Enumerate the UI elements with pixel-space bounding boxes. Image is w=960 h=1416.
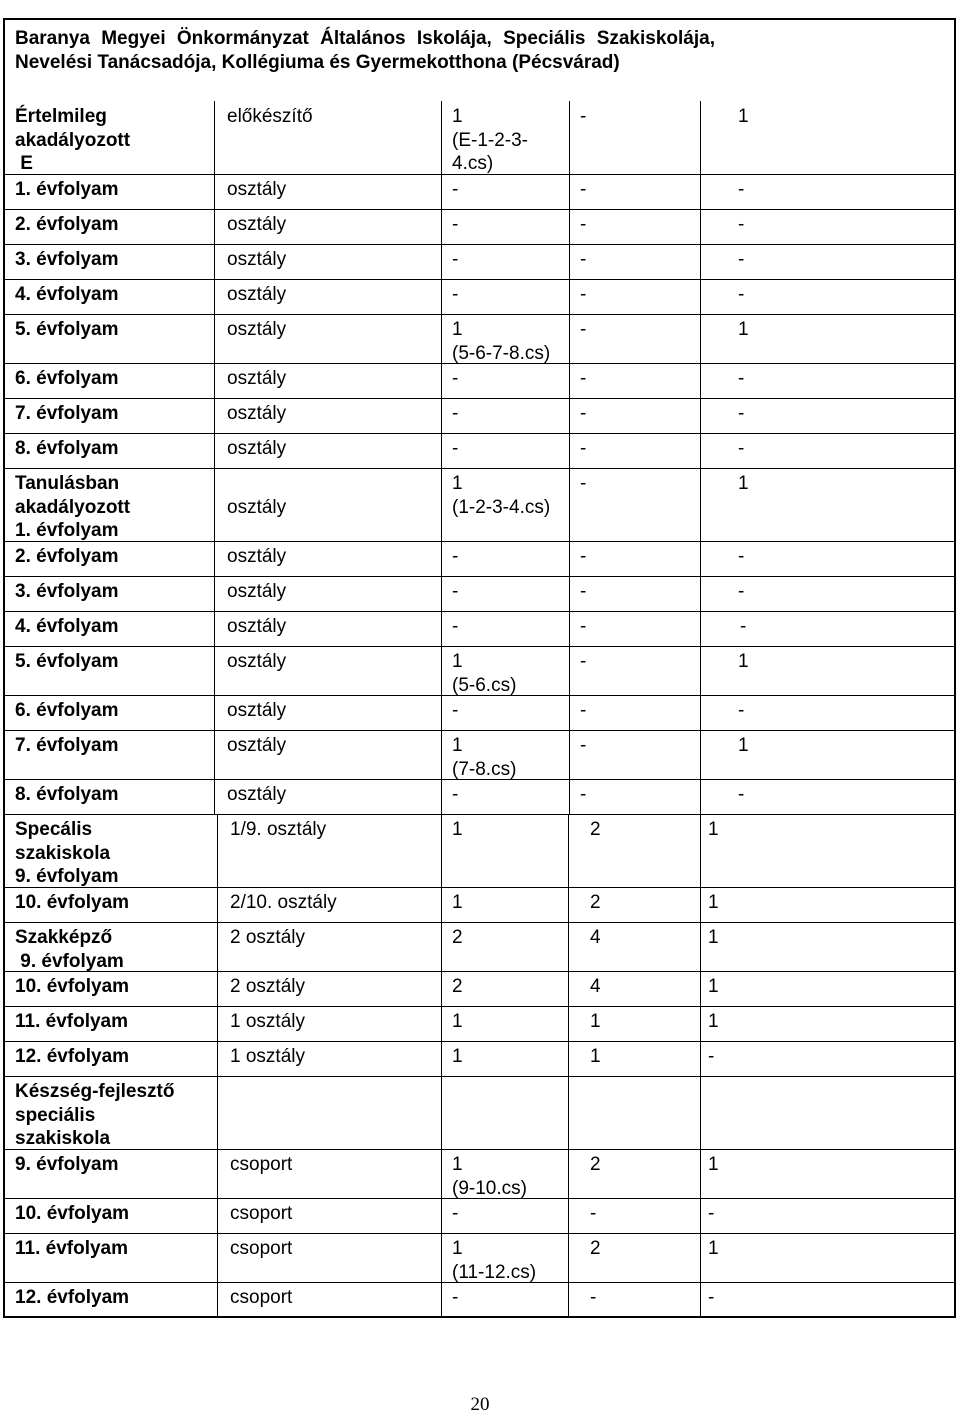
table-cell: csoport [230,1203,293,1224]
table-cell: osztály [227,214,287,235]
table-cell: osztály [227,581,287,602]
table-cell: - [580,106,587,127]
row-divider [3,314,956,315]
table-cell: 1 (9-10.cs) [452,1154,527,1199]
table-cell: osztály [227,546,287,567]
table-cell: - [738,581,745,602]
page-number: 20 [470,1394,490,1415]
row-divider [3,1006,956,1007]
row-label: 7. évfolyam [15,403,119,424]
table-cell: osztály [227,651,287,672]
table-cell: 1 [738,473,749,494]
row-label: 4. évfolyam [15,284,119,305]
table-cell: 1 osztály [230,1046,305,1067]
table-cell: 1 [708,1011,719,1032]
row-label: 11. évfolyam [15,1011,129,1032]
table-cell: - [580,249,587,270]
table-cell: 1 [738,735,749,756]
table-cell: - [580,438,587,459]
column-divider [441,814,442,1318]
table-cell: 1 [738,319,749,340]
row-label: 5. évfolyam [15,319,119,340]
table-cell: - [738,546,745,567]
row-divider [3,814,956,815]
table-cell: - [452,284,459,305]
table-cell: osztály [227,438,287,459]
table-cell: osztály [227,496,287,518]
row-label: Tanulásban akadályozott 1. évfolyam [15,473,131,541]
table-cell: - [738,179,745,200]
row-label: 4. évfolyam [15,616,119,637]
table-cell: 1 [708,927,719,948]
table-cell: osztály [227,735,287,756]
table-cell: csoport [230,1238,293,1259]
table-cell: 2 [590,1238,601,1259]
table-cell: - [580,214,587,235]
table-cell: - [580,546,587,567]
table-cell: 4 [590,976,601,997]
table-cell: osztály [227,700,287,721]
row-divider [3,1076,956,1077]
table-cell: 1 [708,1238,719,1259]
row-divider [3,611,956,612]
row-label: 2. évfolyam [15,214,119,235]
table-cell: - [738,700,745,721]
table-cell: 1 (7-8.cs) [452,735,517,780]
row-label: 6. évfolyam [15,368,119,389]
table-cell: osztály [227,616,287,637]
column-divider [700,814,701,1318]
table-cell: csoport [230,1154,293,1175]
table-cell: - [452,1203,459,1224]
row-divider [3,730,956,731]
table-cell: - [580,403,587,424]
table-cell: előkészítő [227,106,313,127]
table-cell: - [580,319,587,340]
table-cell: - [580,784,587,805]
row-label: 12. évfolyam [15,1046,130,1067]
row-label: Értelmileg akadályozott E [15,106,131,174]
table-cell: - [738,438,745,459]
row-divider [3,887,956,888]
table-cell: 2 [452,927,463,948]
table-cell: - [452,368,459,389]
table-cell: 2 osztály [230,927,305,948]
table-cell: - [590,1287,597,1308]
table-cell: 2 [590,819,601,840]
table-cell: 1 [452,892,463,913]
table-cell: - [738,403,745,424]
table-cell: - [580,700,587,721]
row-divider [3,541,956,542]
table-cell: - [452,214,459,235]
row-divider [3,922,956,923]
table-cell: osztály [227,403,287,424]
table-cell: 1 (5-6-7-8.cs) [452,319,551,364]
table-cell: - [580,473,587,494]
table-cell: - [738,214,745,235]
row-divider [3,468,956,469]
table-cell: - [452,403,459,424]
table-cell: - [452,581,459,602]
table-cell: 2/10. osztály [230,892,337,913]
table-cell: - [452,784,459,805]
column-divider [568,814,569,1318]
table-cell: 1 [708,1154,719,1175]
row-label: 8. évfolyam [15,784,119,805]
row-divider [3,209,956,210]
column-divider [441,101,442,814]
table-cell: - [452,179,459,200]
table-cell: - [590,1203,597,1224]
table-cell: 1 [738,106,749,127]
table-cell: - [452,616,459,637]
table-cell: 1 (1-2-3-4.cs) [452,473,551,518]
column-divider [217,814,218,1318]
table-cell: 1 [452,819,463,840]
page-title: Baranya Megyei Önkormányzat Általános Iskolája, Speciális Szakiskolája, Nevelési Tanácsadója, Kollégiuma és Gyermekotthona (Pécsvárad) [15,28,715,73]
row-divider [3,1041,956,1042]
table-cell: 1/9. osztály [230,819,327,840]
table-cell: osztály [227,179,287,200]
row-label: 9. évfolyam [15,1154,119,1175]
table-cell: - [452,1287,459,1308]
table-cell: - [580,368,587,389]
table-cell: 1 [738,651,749,672]
table-cell: osztály [227,249,287,270]
table-cell: - [738,368,745,389]
table-cell: - [580,581,587,602]
row-label: 12. évfolyam [15,1287,130,1308]
row-divider [3,971,956,972]
table-cell: 1 [452,1011,463,1032]
table-cell: - [740,616,747,637]
table-cell: 1 (11-12.cs) [452,1238,537,1283]
table-cell: 1 [590,1046,601,1067]
table-cell: osztály [227,784,287,805]
row-divider [3,576,956,577]
table-cell: - [452,249,459,270]
table-cell: 1 [590,1011,601,1032]
table-cell: - [738,784,745,805]
table-cell: - [708,1046,715,1067]
table-cell: - [580,651,587,672]
table-cell: - [452,700,459,721]
row-divider [3,244,956,245]
table-cell: osztály [227,319,287,340]
row-label: Specális szakiskola 9. évfolyam [15,819,119,887]
table-cell: csoport [230,1287,293,1308]
table-cell: - [580,616,587,637]
row-label: 10. évfolyam [15,976,130,997]
table-cell: 1 [452,1046,463,1067]
table-cell: - [452,438,459,459]
row-label: 3. évfolyam [15,249,119,270]
table-cell: 1 (E-1-2-3- 4.cs) [452,106,529,174]
table-cell: osztály [227,368,287,389]
table-cell: 1 [708,976,719,997]
table-cell: 2 [590,892,601,913]
table-cell: 1 [708,819,719,840]
row-label: 5. évfolyam [15,651,119,672]
table-cell: - [738,249,745,270]
row-label: 10. évfolyam [15,892,130,913]
row-divider [3,646,956,647]
row-label: 1. évfolyam [15,179,119,200]
table-cell: 2 [590,1154,601,1175]
row-label: 8. évfolyam [15,438,119,459]
table-cell: 1 (5-6.cs) [452,651,517,696]
table-cell: - [708,1203,715,1224]
column-divider [569,101,570,814]
column-divider [700,101,701,814]
table-cell: - [580,735,587,756]
table-cell: osztály [227,284,287,305]
table-cell: - [580,179,587,200]
column-divider [214,101,215,814]
row-divider [3,398,956,399]
table-cell: 2 [452,976,463,997]
row-label: Készség-fejlesztő speciális szakiskola [15,1081,175,1149]
row-label: 3. évfolyam [15,581,119,602]
table-cell: - [580,284,587,305]
table-cell: 1 [708,892,719,913]
row-divider [3,433,956,434]
table-cell: - [452,546,459,567]
table-cell: - [708,1287,715,1308]
row-label: 11. évfolyam [15,1238,129,1259]
table-cell: - [738,284,745,305]
table-cell: 4 [590,927,601,948]
row-divider [3,1233,956,1234]
row-label: 6. évfolyam [15,700,119,721]
row-label: 10. évfolyam [15,1203,130,1224]
row-label: Szakképző 9. évfolyam [15,927,124,972]
row-label: 7. évfolyam [15,735,119,756]
row-label: 2. évfolyam [15,546,119,567]
table-cell: 1 osztály [230,1011,305,1032]
table-cell: 2 osztály [230,976,305,997]
row-divider [3,279,956,280]
